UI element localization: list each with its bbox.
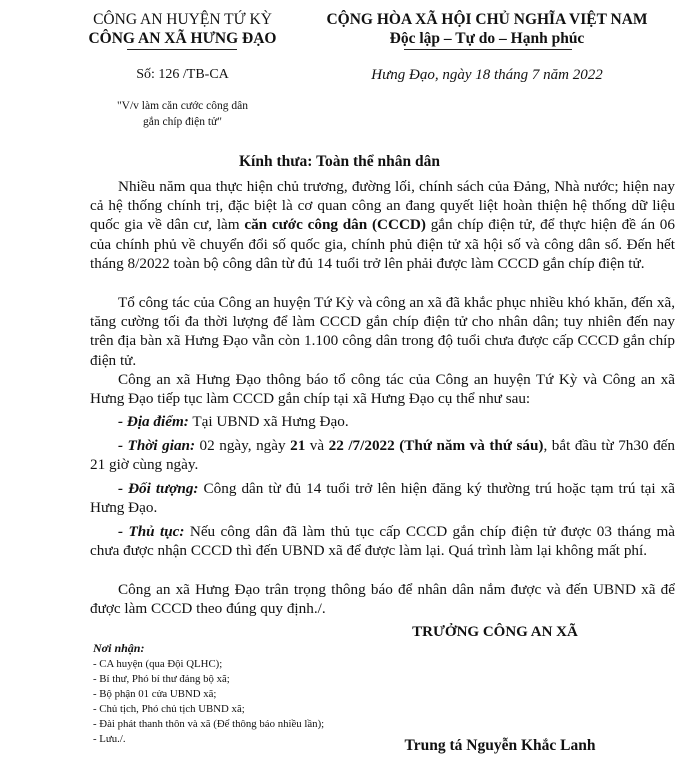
recipients-heading: Nơi nhận:	[93, 641, 145, 655]
time-day-1: 21	[290, 437, 306, 454]
item-place	[90, 412, 675, 431]
time-label: - Thời gian:	[118, 437, 196, 454]
intro-text-a: Nhiều năm qua thực hiện chủ trương, đường lối, chính sách của Đảng, Nhà nước; hiện nay cả hệ thống chính trị, đặc biệt là cơ quan công an đang quyết liệt hoàn thiện hệ thống dữ liệu quốc gia về dân cư, làm	[90, 178, 675, 234]
subject-line-1: "V/v làm căn cước công dân	[116, 100, 248, 112]
agency-name: CÔNG AN XÃ HƯNG ĐẠO	[88, 30, 277, 47]
target-text: Công dân từ đủ 14 tuổi trở lên hiện đăng ký thường trú hoặc tạm trú tại xã Hưng Đạo.	[90, 480, 675, 517]
subject-line-2: gắn chíp điện tử"	[143, 116, 222, 128]
recipient-item: - Lưu./.	[93, 733, 126, 745]
item-time	[90, 436, 675, 474]
motto-underline	[404, 49, 572, 50]
parent-agency: CÔNG AN HUYỆN TỨ KỲ	[93, 11, 272, 28]
target-label: - Đối tượng:	[118, 480, 199, 497]
intro-text-c: gắn chíp điện tử, để thực hiện đề án 06 của chính phủ về chuyển đổi số quốc gia, chính phủ điện tử xã hội số và công dân số. Đến hết tháng 8/2022 toàn bộ công dân từ đủ 14 tuổi trở lên phải được làm CCCD gắn chíp điện tử.	[90, 216, 675, 272]
paragraph-status	[90, 293, 675, 370]
closing-text: Công an xã Hưng Đạo trân trọng thông báo để nhân dân nắm được và đến UBND xã để được làm CCCD theo đúng quy định./.	[90, 581, 675, 618]
issue-date: Hưng Đạo, ngày 18 tháng 7 năm 2022	[371, 67, 603, 83]
time-text-e: , bắt đầu từ 7h30 đến 21 giờ cùng ngày.	[90, 437, 676, 474]
signer-name: Trung tá Nguyễn Khắc Lanh	[404, 737, 596, 754]
item-target	[90, 479, 675, 517]
document-number: Số: 126 /TB-CA	[136, 67, 229, 82]
item-procedure	[90, 522, 675, 560]
agency-underline	[127, 49, 237, 50]
paragraph-intro	[90, 177, 675, 273]
recipient-item: - CA huyện (qua Đội QLHC);	[93, 658, 223, 670]
recipient-item: - Bộ phận 01 cửa UBND xã;	[93, 688, 217, 700]
document-subject	[50, 98, 315, 130]
procedure-label: - Thủ tục:	[118, 523, 185, 540]
place-label: - Địa điểm:	[118, 413, 189, 430]
time-text-c: và	[305, 437, 329, 454]
place-text: Tại UBND xã Hưng Đạo.	[188, 413, 349, 430]
recipient-item: - Đài phát thanh thôn và xã (Để thông báo nhiều lần);	[93, 718, 325, 730]
time-text-a: 02 ngày, ngày	[195, 437, 291, 454]
intro-text-bold: căn cước công dân (CCCD)	[244, 216, 426, 234]
paragraph-announcement	[90, 370, 675, 408]
country-name: CỘNG HÒA XÃ HỘI CHỦ NGHĨA VIỆT NAM	[326, 11, 648, 28]
procedure-text: Nếu công dân đã làm thủ tục cấp CCCD gắn chíp điện tử được 03 tháng mà chưa được nhận CCCD thì đến UBND xã để được làm lại. Quá trình làm lại không mất phí.	[90, 523, 675, 560]
issuing-agency	[50, 10, 315, 48]
recipient-item: - Bí thư, Phó bí thư đảng bộ xã;	[93, 673, 230, 685]
announcement-text: Công an xã Hưng Đạo thông báo tổ công tác của Công an huyện Tứ Kỳ và Công an xã Hưng Đạo tiếp tục làm CCCD gắn chíp tại xã Hưng Đạo cụ thể như sau:	[90, 371, 675, 408]
greeting: Kính thưa: Toàn thể nhân dân	[239, 153, 440, 170]
paragraph-closing	[90, 580, 675, 618]
time-day-2: 22 /7/2022 (Thứ năm và thứ sáu)	[328, 437, 544, 454]
recipients-list	[93, 657, 343, 747]
motto: Độc lập – Tự do – Hạnh phúc	[389, 30, 585, 47]
signer-title: TRƯỞNG CÔNG AN XÃ	[412, 624, 578, 640]
national-title	[306, 10, 668, 48]
status-text: Tổ công tác của Công an huyện Tứ Kỳ và công an xã đã khắc phục nhiều khó khăn, đến xã, tăng cường tối đa thời lượng để làm CCCD gắn chíp điện tử cho nhân dân; tuy nhiên đến nay trên địa bàn xã Hưng Đạo vẫn còn 1.100 công dân trong độ tuổi chưa được cấp CCCD gắn chíp điện tử.	[90, 294, 675, 369]
recipient-item: - Chủ tịch, Phó chủ tịch UBND xã;	[93, 703, 245, 715]
